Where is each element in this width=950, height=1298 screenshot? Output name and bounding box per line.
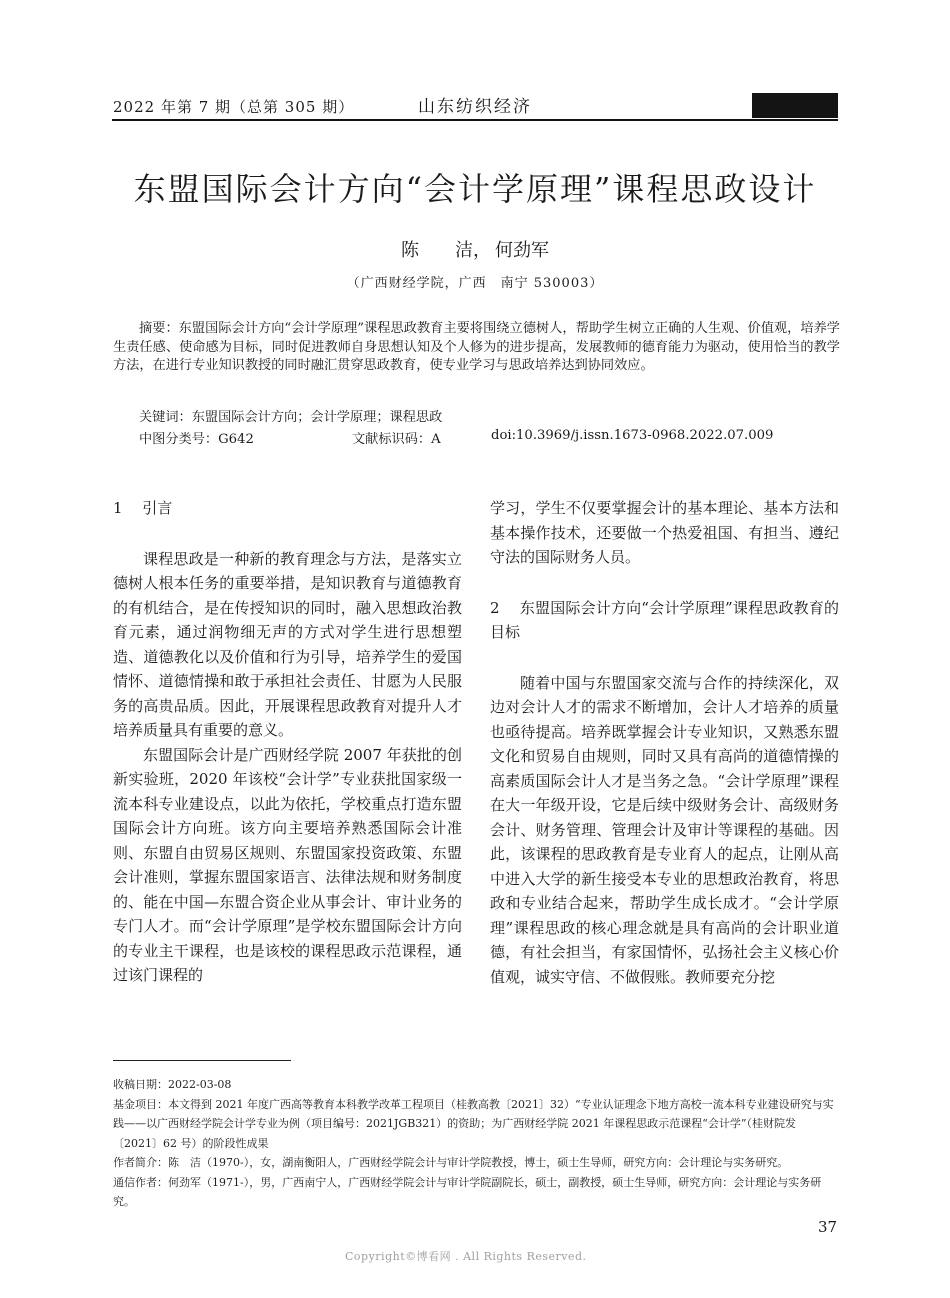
paragraph: 东盟国际会计是广西财经学院 2007 年获批的创新实验班，2020 年该校“会计学”专业获批国家级一流本科专业建设点，以此为依托，学校重点打造东盟国际会计方向班。该方向主要培养熟悉国际会计准则、东盟自由贸易区规则、东盟国家投资政策、东盟会计准则，掌握东盟国家语言、法律法规和财务制度的、能在中国—东盟合资企业从事会计、审计业务的专门人才。而“会计学原理”是学校东盟国际会计方向的专业主干课程，也是该校的课程思政示范课程，通过该门课程的 xyxy=(113,745,462,984)
left-column xyxy=(113,496,462,988)
author-1: 陈 洁， xyxy=(401,240,491,261)
received-date: 收稿日期：2022-03-08 xyxy=(113,1078,232,1091)
fund-info: 基金项目：本文得到 2021 年度广西高等教育本科教学改革工程项目（桂教高教〔2021〕32）“专业认证理念下地方高校一流本科专业建设研究与实践——以广西财经学院会计学专业为例（项目编号：2021JGB321）的资助；为广西财经学院 2021 年课程思政示范课程“会计学”（桂财院发〔2021〕62 号）的阶段性成果 xyxy=(113,1097,834,1150)
clc-number: 中图分类号：G642 xyxy=(139,432,254,447)
footnote-rule xyxy=(113,1060,291,1061)
article-title: 东盟国际会计方向“会计学原理”课程思政设计 xyxy=(133,170,817,208)
abstract: 摘要：东盟国际会计方向“会计学原理”课程思政教育主要将围绕立德树人，帮助学生树立正确的人生观、价值观，培养学生责任感、使命感为目标，同时促进教师自身思想认知及个人修为的进步提高，发展教师的德育能力为驱动，使用恰当的教学方法，在进行专业知识教授的同时融汇贯穿思政教育，使专业学习与思政培养达到协同效应。 xyxy=(113,321,840,373)
author-bio: 作者简介：陈 洁（1970-），女，湖南衡阳人，广西财经学院会计与审计学院教授，博士，硕士生导师，研究方向：会计理论与实务研究。 xyxy=(113,1156,789,1169)
header-black-block xyxy=(752,93,838,118)
affiliation: （广西财经学院，广西 南宁 530003） xyxy=(346,276,604,291)
journal-name: 山东纺织经济 xyxy=(418,97,532,117)
author-line xyxy=(0,236,950,262)
issue-info: 2022 年第 7 期（总第 305 期） xyxy=(113,98,355,116)
author-2: 何劲军 xyxy=(495,240,549,261)
right-column xyxy=(490,496,839,989)
footnotes xyxy=(113,1075,840,1212)
paragraph: 随着中国与东盟国家交流与合作的持续深化，双边对会计人才的需求不断增加，会计人才培养的质量也亟待提高。培养既掌握会计专业知识，又熟悉东盟文化和贸易自由规则，同时又具有高尚的道德情操的高素质国际会计人才是当务之急。“会计学原理”课程在大一年级开设，它是后续中级财务会计、高级财务会计、财务管理、管理会计及审计等课程的基础。因此，该课程的思政教育是专业育人的起点，让刚从高中进入大学的新生接受本专业的思想政治教育，将思政和专业结合起来，帮助学生成长成才。“会计学原理”课程思政的核心理念就是具有高尚的会计职业道德，有社会担当，有家国情怀，弘扬社会主义核心价值观，诚实守信、不做假账。教师要充分挖 xyxy=(490,673,839,986)
section-heading: 2 东盟国际会计方向“会计学原理”课程思政教育的目标 xyxy=(490,598,839,641)
header-rule xyxy=(112,119,838,121)
corresponding-author: 通信作者：何劲军（1971-），男，广西南宁人，广西财经学院会计与审计学院副院长，硕士，副教授，硕士生导师，研究方向：会计理论与实务研究。 xyxy=(113,1175,822,1208)
page-number: 37 xyxy=(818,1218,838,1236)
doi: doi:10.3969/j.issn.1673-0968.2022.07.009 xyxy=(491,428,774,443)
keywords: 关键词：东盟国际会计方向；会计学原理；课程思政 xyxy=(139,410,443,425)
document-code: 文献标识码：A xyxy=(352,432,441,447)
paragraph: 学习，学生不仅要掌握会计的基本理论、基本方法和基本操作技术，还要做一个热爱祖国、有担当、遵纪守法的国际财务人员。 xyxy=(490,499,839,566)
paragraph: 课程思政是一种新的教育理念与方法，是落实立德树人根本任务的重要举措，是知识教育与道德教育的有机结合，是在传授知识的同时，融入思想政治教育元素，通过润物细无声的方式对学生进行思想塑造、道德教化以及价值和行为引导，培养学生的爱国情怀、道德情操和敢于承担社会责任、甘愿为人民服务的高贵品质。因此，开展课程思政教育对提升人才培养质量具有重要的意义。 xyxy=(113,549,462,739)
section-heading: 1 引言 xyxy=(113,499,173,517)
copyright-watermark: Copyright©博看网 . All Rights Reserved. xyxy=(345,1250,587,1263)
